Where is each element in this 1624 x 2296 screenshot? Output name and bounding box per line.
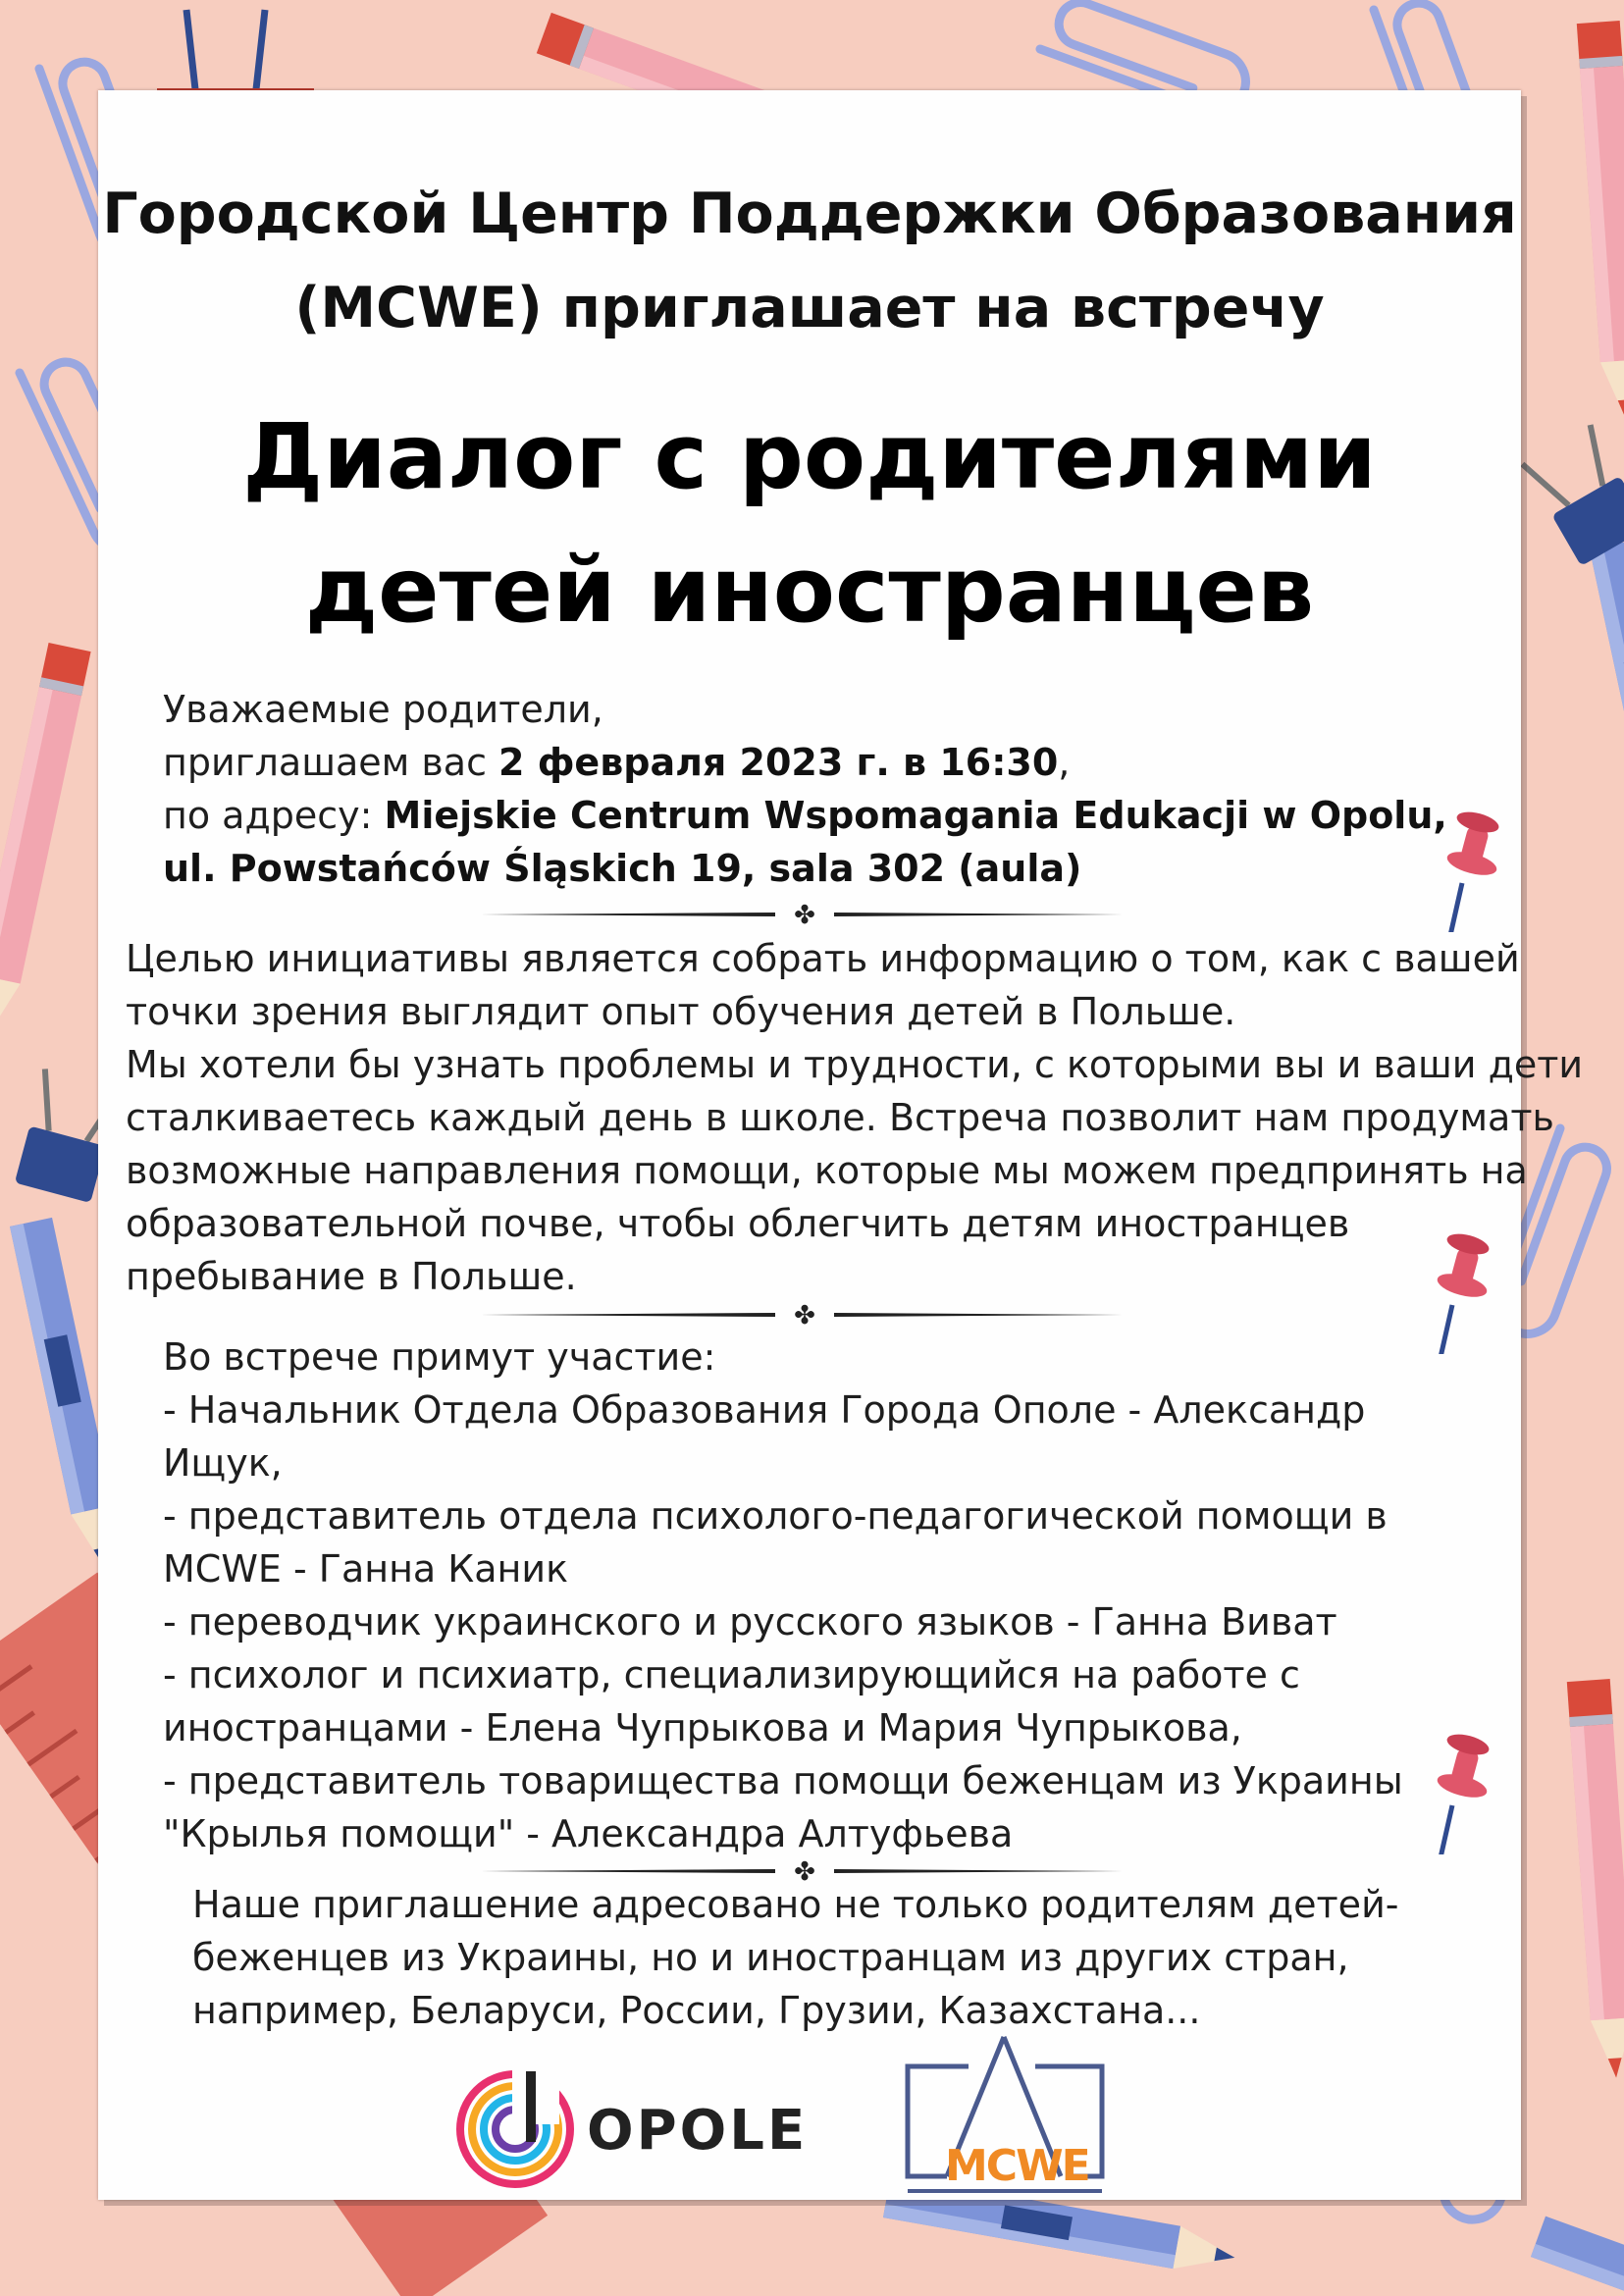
divider-ornament-icon: [481, 903, 1128, 926]
address-venue: Miejskie Centrum Wspomagania Edukacji w Opolu,: [384, 794, 1447, 837]
event-title-line-2: детей иностранцев: [304, 538, 1315, 643]
divider-ornament-icon: [481, 1303, 1128, 1327]
participant-line: Ищук,: [163, 1441, 283, 1485]
closing-paragraph: [192, 1878, 1398, 2037]
participant-line: - представитель товарищества помощи беженцам из Украины: [163, 1759, 1403, 1802]
mcwe-logo-text: MCWE: [945, 2141, 1089, 2191]
event-title: [98, 391, 1521, 657]
participant-line: - переводчик украинского и русского языков - Ганна Виват: [163, 1600, 1337, 1644]
purpose-line: Мы хотели бы узнать проблемы и трудности, с которыми вы и ваши дети: [126, 1043, 1584, 1086]
participants-heading: Во встрече примут участие:: [163, 1335, 716, 1379]
purpose-line: Целью инициативы является собрать информацию о том, как с вашей: [126, 937, 1520, 980]
opole-logo: [451, 2065, 809, 2193]
participant-line: - представитель отдела психолого-педагогической помощи в: [163, 1494, 1388, 1538]
participant-line: - психолог и психиатр, специализирующийся на работе с: [163, 1653, 1300, 1696]
event-date: 2 февраля 2023 г. в 16:30: [498, 741, 1059, 784]
purpose-line: образовательной почве, чтобы облегчить детям иностранцев: [126, 1202, 1350, 1245]
greeting: Уважаемые родители,: [163, 688, 603, 731]
date-suffix: ,: [1058, 741, 1071, 784]
svg-text:✤: ✤: [794, 1859, 815, 1883]
address-prefix: по адресу:: [163, 794, 385, 837]
participant-line: иностранцами - Елена Чупрыкова и Мария Чупрыкова,: [163, 1706, 1242, 1749]
closing-line: Наше приглашение адресовано не только родителям детей-: [192, 1883, 1399, 1926]
participant-line: "Крылья помощи" - Александра Алтуфьева: [163, 1812, 1014, 1855]
purpose-line: сталкиваетесь каждый день в школе. Встреча позволит нам продумать: [126, 1096, 1554, 1139]
svg-text:✤: ✤: [794, 1303, 815, 1327]
address-street: ul. Powstańców Śląskich 19, sala 302 (aula): [163, 847, 1082, 890]
participant-line: - Начальник Отдела Образования Города Ополе - Александр: [163, 1388, 1366, 1432]
address-line-2: [163, 842, 1447, 895]
purpose-paragraph: [126, 932, 1583, 1303]
event-title-line-1: Диалог с родителями: [242, 404, 1377, 509]
closing-line: например, Беларуси, России, Грузии, Казахстана...: [192, 1989, 1201, 2032]
opole-logo-icon: [451, 2065, 579, 2193]
organizer-heading: [98, 167, 1521, 355]
push-pin-icon: [1413, 1727, 1492, 1854]
organizer-line-2: (MCWE) приглашает на встречу: [294, 276, 1325, 340]
purpose-line: пребывание в Польше.: [126, 1255, 577, 1298]
date-prefix: приглашаем вас: [163, 741, 499, 784]
participant-line: MCWE - Ганна Каник: [163, 1547, 569, 1591]
svg-text:✤: ✤: [794, 903, 815, 926]
purpose-line: точки зрения выглядит опыт обучения детей в Польше.: [126, 990, 1236, 1033]
purpose-line: возможные направления помощи, которые мы можем предпринять на: [126, 1149, 1528, 1192]
organizer-line-1: Городской Центр Поддержки Образования: [102, 182, 1517, 246]
mcwe-logo: [888, 2029, 1124, 2206]
closing-line: беженцев из Украины, но и иностранцам из других стран,: [192, 1936, 1349, 1979]
opole-logo-text: OPOLE: [587, 2099, 809, 2163]
invitation-block: [163, 683, 1447, 895]
date-line: [163, 736, 1447, 789]
address-line-1: [163, 789, 1447, 842]
participants-list: [163, 1331, 1403, 1860]
